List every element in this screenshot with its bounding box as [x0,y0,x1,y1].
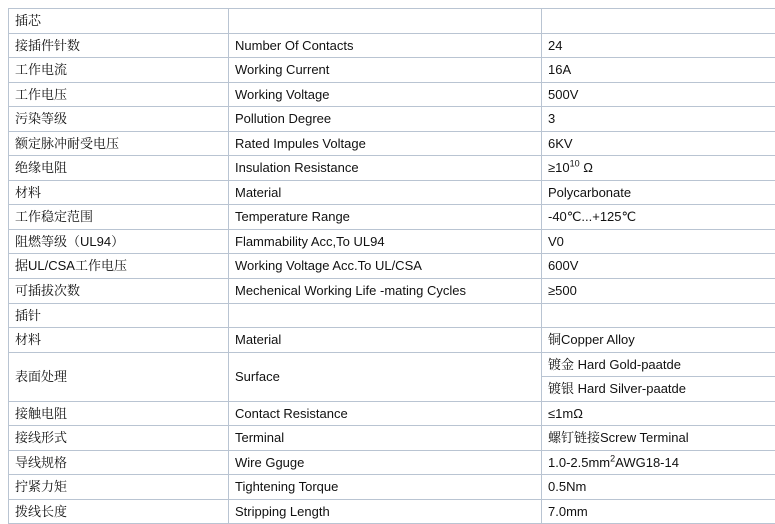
spec-name-en: Insulation Resistance [229,156,542,181]
table-row [9,82,775,107]
section-title-spacer-en [229,9,542,34]
spec-value: 镀金 Hard Gold-paatde [542,352,775,377]
table-row [9,499,775,524]
table-row [9,180,775,205]
spec-name-cn: 表面处理 [9,352,229,401]
section-title: 插针 [9,303,229,328]
spec-name-en: Temperature Range [229,205,542,230]
spec-name-en: Working Voltage [229,82,542,107]
spec-value: 3 [542,107,775,132]
table-body [9,9,775,524]
section-header-row [9,303,775,328]
spec-name-cn: 额定脉冲耐受电压 [9,131,229,156]
spec-name-cn: 材料 [9,328,229,353]
spec-name-cn: 可插拔次数 [9,279,229,304]
table-row [9,450,775,475]
spec-name-cn: 工作稳定范围 [9,205,229,230]
table-row [9,107,775,132]
spec-value: 0.5Nm [542,475,775,500]
table-row [9,426,775,451]
spec-value: 镀银 Hard Silver-paatde [542,377,775,402]
spec-value: 600V [542,254,775,279]
section-title: 插芯 [9,9,229,34]
spec-name-en: Mechenical Working Life -mating Cycles [229,279,542,304]
spec-name-en: Terminal [229,426,542,451]
spec-value: 7.0mm [542,499,775,524]
spec-name-en: Stripping Length [229,499,542,524]
spec-name-cn: 据UL/CSA工作电压 [9,254,229,279]
table-row [9,328,775,353]
spec-name-cn: 工作电压 [9,82,229,107]
spec-name-en: Material [229,180,542,205]
section-title-spacer-en [229,303,542,328]
table-row [9,156,775,181]
section-header-row [9,9,775,34]
spec-value: $\ge 10^{10}$ Ω [542,156,775,181]
spec-name-cn: 材料 [9,180,229,205]
spec-name-en: Wire Gguge [229,450,542,475]
spec-name-cn: 工作电流 [9,58,229,83]
table-row [9,205,775,230]
spec-value: 铜Copper Alloy [542,328,775,353]
spec-value: 16A [542,58,775,83]
spec-name-en: Material [229,328,542,353]
spec-name-cn: 接触电阻 [9,401,229,426]
spec-name-cn: 接线形式 [9,426,229,451]
spec-name-en: Pollution Degree [229,107,542,132]
table-row [9,401,775,426]
spec-name-en: Number Of Contacts [229,33,542,58]
section-title-spacer-value [542,303,775,328]
spec-value: 500V [542,82,775,107]
table-row [9,279,775,304]
spec-name-en: Tightening Torque [229,475,542,500]
table-row [9,58,775,83]
table-row [9,254,775,279]
spec-name-en: Working Voltage Acc.To UL/CSA [229,254,542,279]
spec-name-cn: 拧紧力矩 [9,475,229,500]
spec-value: 螺钉链接Screw Terminal [542,426,775,451]
spec-name-cn: 导线规格 [9,450,229,475]
table-row [9,33,775,58]
spec-name-en: Flammability Acc,To UL94 [229,229,542,254]
section-title-spacer-value [542,9,775,34]
spec-name-cn: 污染等级 [9,107,229,132]
spec-value: -40℃...+125℃ [542,205,775,230]
spec-name-cn: 阻燃等级（UL94） [9,229,229,254]
spec-name-en: Surface [229,352,542,401]
table-row [9,475,775,500]
spec-value: V0 [542,229,775,254]
spec-value: ≤1mΩ [542,401,775,426]
table-row [9,131,775,156]
spec-name-en: Working Current [229,58,542,83]
spec-name-cn: 接插件针数 [9,33,229,58]
table-row [9,352,775,377]
spec-value: ≥500 [542,279,775,304]
spec-name-cn: 绝缘电阻 [9,156,229,181]
table-row [9,229,775,254]
spec-value: Polycarbonate [542,180,775,205]
spec-value: 6KV [542,131,775,156]
spec-value: 24 [542,33,775,58]
spec-name-en: Contact Resistance [229,401,542,426]
spec-name-cn: 拨线长度 [9,499,229,524]
specification-table [8,8,775,524]
spec-value: $1.0-2.5mm^2AWG18-14$ [542,450,775,475]
spec-name-en: Rated Impules Voltage [229,131,542,156]
